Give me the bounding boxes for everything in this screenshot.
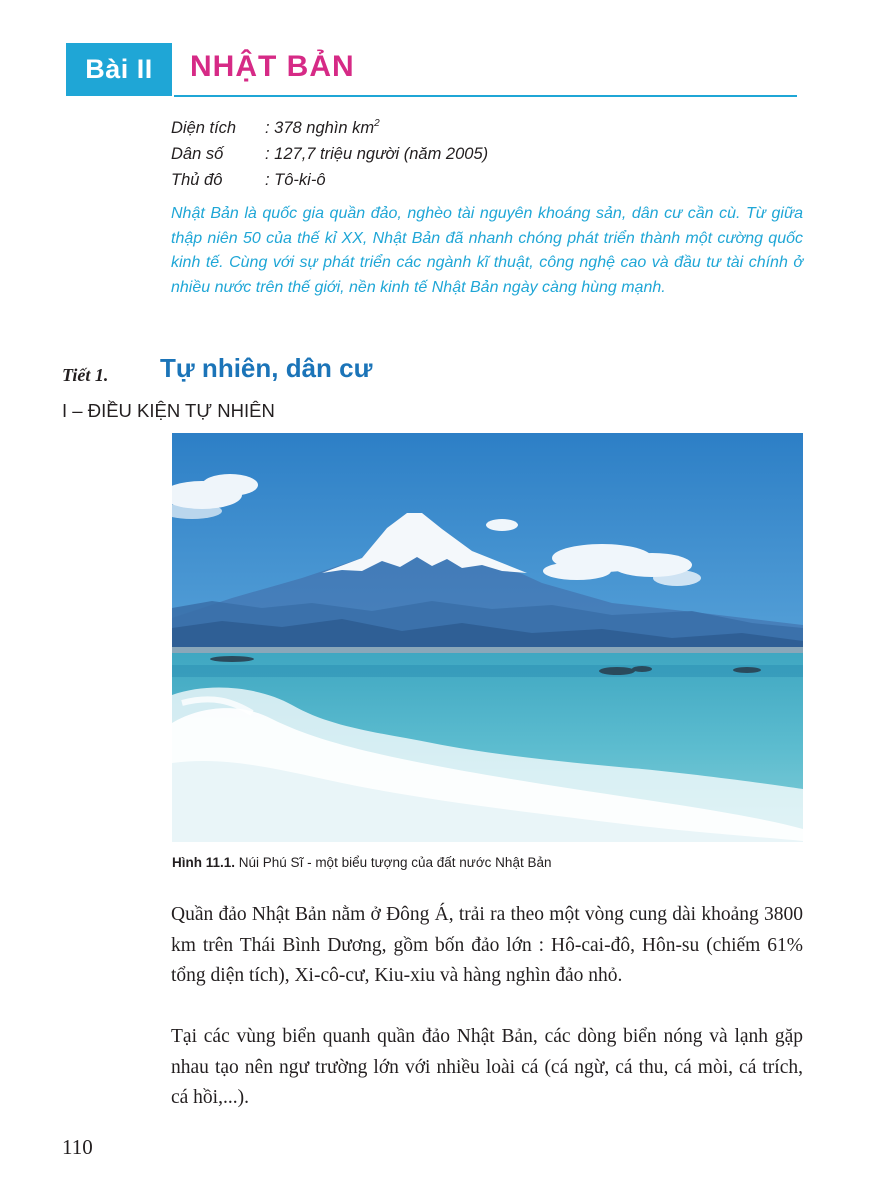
page-number: 110 (62, 1135, 93, 1159)
facts-block (171, 115, 811, 193)
figure-caption (172, 855, 551, 870)
fact-label: Thủ đô (171, 171, 223, 189)
fact-value-sup: 2 (374, 118, 380, 129)
fact-area (171, 115, 811, 141)
period-title: Tự nhiên, dân cư (160, 353, 373, 383)
fact-capital (171, 167, 811, 193)
intro-paragraph: Nhật Bản là quốc gia quần đảo, nghèo tài nguyên khoáng sản, dân cư cần cù. Từ giữa thập niên 50 của thế kỉ XX, Nhật Bản đã nhanh chóng phát triển thành một cường quốc kinh tế. Cùng với sự phát triển các ngành kĩ thuật, công nghệ cao và đầu tư tài chính ở nhiều nước trên thế giới, nền kinh tế Nhật Bản ngày càng hùng mạnh. (171, 205, 803, 296)
lesson-tag: Bài II (66, 43, 172, 96)
fact-population (171, 141, 811, 167)
header-rule (174, 95, 797, 97)
body-paragraph-2: Tại các vùng biển quanh quần đảo Nhật Bản, các dòng biển nóng và lạnh gặp nhau tạo nên ngư trường lớn với nhiều loài cá (cá ngừ, cá thu, cá mòi, cá trích, cá hồi,...). (171, 1026, 803, 1108)
section-heading: I – ĐIỀU KIỆN TỰ NHIÊN (62, 400, 275, 421)
fact-value: : Tô-ki-ô (265, 171, 326, 189)
lesson-title: NHẬT BẢN (190, 50, 355, 83)
period-label: Tiết 1. (62, 365, 109, 385)
figure-caption-text: Núi Phú Sĩ - một biểu tượng của đất nước Nhật Bản (235, 855, 552, 870)
mount-fuji-photo (172, 433, 803, 842)
fact-label: Diện tích (171, 119, 237, 137)
body-paragraph-1: Quần đảo Nhật Bản nằm ở Đông Á, trải ra theo một vòng cung dài khoảng 3800 km trên Thái Bình Dương, gồm bốn đảo lớn : Hô-cai-đô, Hôn-su (chiếm 61% tổng diện tích), Xi-cô-cư, Kiu-xiu và hàng nghìn đảo nhỏ. (171, 904, 803, 986)
fact-value: : 127,7 triệu người (năm 2005) (265, 145, 489, 163)
figure-number: Hình 11.1. (172, 855, 236, 870)
fact-value-text: : 378 nghìn km (265, 119, 375, 137)
fact-label: Dân số (171, 145, 224, 163)
fact-value (265, 115, 380, 141)
